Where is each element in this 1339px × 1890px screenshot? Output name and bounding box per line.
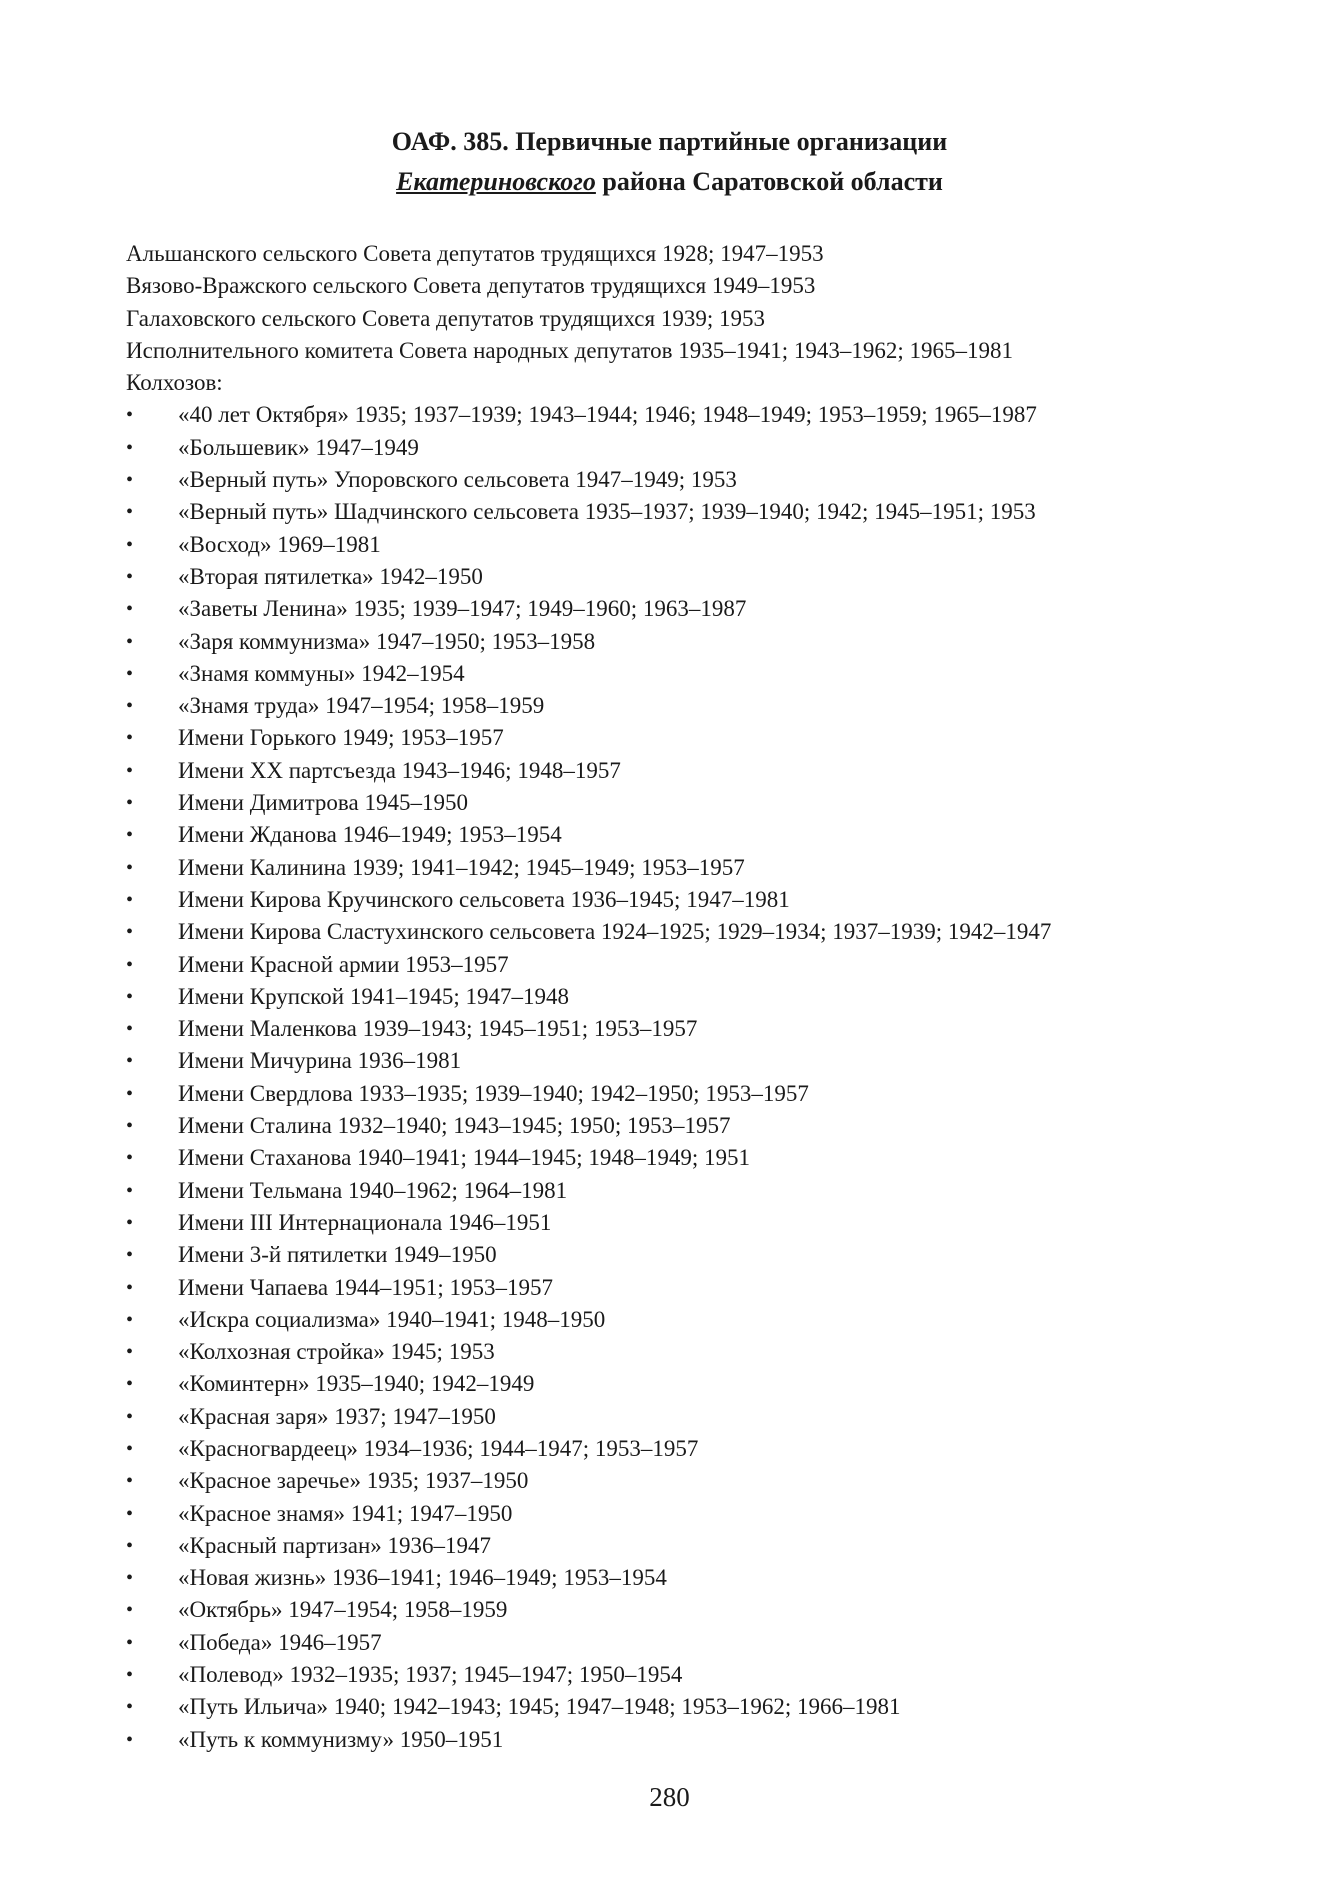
list-item-text: «Путь к коммунизму» 1950–1951 — [178, 1726, 504, 1752]
bullet-icon: • — [126, 662, 134, 685]
list-item-text: «Большевик» 1947–1949 — [178, 434, 419, 460]
list-item-text: Имени 3-й пятилетки 1949–1950 — [178, 1242, 497, 1268]
bullet-icon: • — [126, 469, 134, 492]
title-line-1: ОАФ. 385. Первичные партийные организации — [391, 127, 948, 156]
page-number: 280 — [649, 1782, 690, 1812]
bullet-icon: • — [126, 1534, 134, 1557]
list-item-text: «Октябрь» 1947–1954; 1958–1959 — [178, 1597, 508, 1623]
list-item-text: «Знамя коммуны» 1942–1954 — [178, 660, 465, 686]
list-item-text: «Вторая пятилетка» 1942–1950 — [178, 563, 483, 589]
list-item-text: «Победа» 1946–1957 — [178, 1629, 382, 1655]
list-item-text: Имени Свердлова 1933–1935; 1939–1940; 1942–1950; 1953–1957 — [178, 1080, 809, 1106]
list-item-text: «Колхозная стройка» 1945; 1953 — [178, 1339, 495, 1365]
bullet-icon: • — [126, 921, 134, 944]
list-item-text: «Путь Ильича» 1940; 1942–1943; 1945; 1947–1948; 1953–1962; 1966–1981 — [178, 1694, 901, 1720]
list-item — [126, 819, 1246, 851]
list-item-text: «Новая жизнь» 1936–1941; 1946–1949; 1953–1954 — [178, 1565, 667, 1591]
list-item-text: «Знамя труда» 1947–1954; 1958–1959 — [178, 693, 545, 719]
list-item — [126, 949, 1246, 981]
list-item-text: Имени XX партсъезда 1943–1946; 1948–1957 — [178, 757, 621, 783]
list-item — [126, 1304, 1246, 1336]
list-item-text: Имени Маленкова 1939–1943; 1945–1951; 1953–1957 — [178, 1016, 698, 1042]
bullet-icon: • — [126, 888, 134, 911]
bullet-icon: • — [126, 953, 134, 976]
bullet-icon: • — [126, 1147, 134, 1170]
list-item-text: «Искра социализма» 1940–1941; 1948–1950 — [178, 1306, 606, 1332]
title-line-2 — [0, 162, 1339, 202]
intro-lines — [126, 238, 1246, 399]
list-item — [126, 1078, 1246, 1110]
bullet-icon: • — [126, 1599, 134, 1622]
list-item-text: «Красная заря» 1937; 1947–1950 — [178, 1403, 496, 1429]
list-item-text: «Верный путь» Упоровского сельсовета 1947–1949; 1953 — [178, 467, 737, 493]
bullet-icon: • — [126, 1728, 134, 1751]
bullet-icon: • — [126, 792, 134, 815]
bullet-icon: • — [126, 695, 134, 718]
bullet-icon: • — [126, 1631, 134, 1654]
list-item-text: Имени Чапаева 1944–1951; 1953–1957 — [178, 1274, 553, 1300]
list-item-text: Имени Калинина 1939; 1941–1942; 1945–1949; 1953–1957 — [178, 854, 745, 880]
list-item — [126, 690, 1246, 722]
list-item-text: «Верный путь» Шадчинского сельсовета 1935–1937; 1939–1940; 1942; 1945–1951; 1953 — [178, 499, 1036, 525]
bullet-icon: • — [126, 598, 134, 621]
bullet-icon: • — [126, 1276, 134, 1299]
list-item — [126, 852, 1246, 884]
list-item — [126, 593, 1246, 625]
list-item — [126, 1013, 1246, 1045]
list-item — [126, 1110, 1246, 1142]
bullet-icon: • — [126, 1179, 134, 1202]
bullet-icon: • — [126, 1050, 134, 1073]
list-item — [126, 884, 1246, 916]
bullet-icon: • — [126, 1082, 134, 1105]
bullet-icon: • — [126, 727, 134, 750]
list-item — [126, 464, 1246, 496]
list-item — [126, 496, 1246, 528]
list-item — [126, 722, 1246, 754]
intro-line: Исполнительного комитета Совета народных депутатов 1935–1941; 1943–1962; 1965–1981 — [126, 337, 1013, 363]
list-item — [126, 1627, 1246, 1659]
bullet-icon: • — [126, 1018, 134, 1041]
list-item-text: «Полевод» 1932–1935; 1937; 1945–1947; 1950–1954 — [178, 1662, 683, 1688]
list-item — [126, 916, 1246, 948]
list-item — [126, 1562, 1246, 1594]
list-item — [126, 1433, 1246, 1465]
intro-line: Галаховского сельского Совета депутатов трудящихся 1939; 1953 — [126, 305, 765, 331]
list-item — [126, 1045, 1246, 1077]
bullet-icon: • — [126, 1470, 134, 1493]
list-item-text: «Красное заречье» 1935; 1937–1950 — [178, 1468, 529, 1494]
list-item-text: Имени Сталина 1932–1940; 1943–1945; 1950; 1953–1957 — [178, 1113, 731, 1139]
list-item-text: Имени Горького 1949; 1953–1957 — [178, 725, 504, 751]
bullet-icon: • — [126, 1567, 134, 1590]
list-item-text: «Восход» 1969–1981 — [178, 531, 381, 557]
list-item — [126, 1465, 1246, 1497]
bullet-icon: • — [126, 1308, 134, 1331]
list-item — [126, 529, 1246, 561]
list-item — [126, 399, 1246, 431]
bullet-icon: • — [126, 565, 134, 588]
bullet-icon: • — [126, 824, 134, 847]
intro-line: Колхозов: — [126, 370, 223, 396]
list-item-text: Имени Крупской 1941–1945; 1947–1948 — [178, 983, 569, 1009]
list-item — [126, 1272, 1246, 1304]
kolkhoz-list — [126, 399, 1246, 1755]
bullet-icon: • — [126, 856, 134, 879]
list-item — [126, 755, 1246, 787]
bullet-icon: • — [126, 1115, 134, 1138]
page-title — [0, 122, 1339, 202]
intro-line: Альшанского сельского Совета депутатов трудящихся 1928; 1947–1953 — [126, 241, 824, 266]
list-item-text: Имени Жданова 1946–1949; 1953–1954 — [178, 822, 562, 848]
list-item-text: «Красный партизан» 1936–1947 — [178, 1532, 492, 1558]
list-item — [126, 1530, 1246, 1562]
list-item-text: «Заветы Ленина» 1935; 1939–1947; 1949–1960; 1963–1987 — [178, 596, 747, 622]
list-item — [126, 1175, 1246, 1207]
list-item — [126, 1142, 1246, 1174]
bullet-icon: • — [126, 630, 134, 653]
list-item-text: «Красногвардеец» 1934–1936; 1944–1947; 1953–1957 — [178, 1435, 699, 1461]
bullet-icon: • — [126, 1244, 134, 1267]
list-item — [126, 1239, 1246, 1271]
bullet-icon: • — [126, 404, 134, 427]
bullet-icon: • — [126, 1341, 134, 1364]
list-item — [126, 1724, 1246, 1756]
list-item — [126, 1368, 1246, 1400]
bullet-icon: • — [126, 1437, 134, 1460]
bullet-icon: • — [126, 1664, 134, 1687]
list-item-text: Имени Кирова Кручинского сельсовета 1936–1945; 1947–1981 — [178, 886, 790, 912]
document-body — [126, 238, 1246, 1756]
list-item-text: Имени III Интернационала 1946–1951 — [178, 1209, 552, 1235]
list-item — [126, 1498, 1246, 1530]
list-item-text: «Красное знамя» 1941; 1947–1950 — [178, 1500, 513, 1526]
list-item — [126, 1401, 1246, 1433]
bullet-icon: • — [126, 1696, 134, 1719]
bullet-icon: • — [126, 1373, 134, 1396]
list-item — [126, 981, 1246, 1013]
title-district-name: Екатериновского — [396, 167, 596, 196]
list-item-text: Имени Мичурина 1936–1981 — [178, 1048, 462, 1074]
bullet-icon: • — [126, 1405, 134, 1428]
bullet-icon: • — [126, 436, 134, 459]
bullet-icon: • — [126, 759, 134, 782]
list-item — [126, 787, 1246, 819]
bullet-icon: • — [126, 501, 134, 524]
list-item-text: «40 лет Октября» 1935; 1937–1939; 1943–1944; 1946; 1948–1949; 1953–1959; 1965–1987 — [178, 402, 1037, 428]
list-item-text: Имени Тельмана 1940–1962; 1964–1981 — [178, 1177, 568, 1203]
list-item-text: Имени Стаханова 1940–1941; 1944–1945; 1948–1949; 1951 — [178, 1145, 750, 1171]
list-item — [126, 1691, 1246, 1723]
list-item — [126, 1594, 1246, 1626]
bullet-icon: • — [126, 533, 134, 556]
list-item — [126, 432, 1246, 464]
list-item-text: «Заря коммунизма» 1947–1950; 1953–1958 — [178, 628, 596, 654]
list-item-text: Имени Красной армии 1953–1957 — [178, 951, 509, 977]
list-item — [126, 1336, 1246, 1368]
bullet-icon: • — [126, 1502, 134, 1525]
intro-line: Вязово-Вражского сельского Совета депутатов трудящихся 1949–1953 — [126, 273, 816, 299]
list-item — [126, 1659, 1246, 1691]
list-item — [126, 1207, 1246, 1239]
title-line-2-rest: района Саратовской области — [595, 167, 943, 196]
list-item — [126, 658, 1246, 690]
list-item-text: Имени Кирова Сластухинского сельсовета 1924–1925; 1929–1934; 1937–1939; 1942–1947 — [178, 919, 1052, 945]
list-item — [126, 626, 1246, 658]
bullet-icon: • — [126, 985, 134, 1008]
bullet-icon: • — [126, 1211, 134, 1234]
list-item-text: «Коминтерн» 1935–1940; 1942–1949 — [178, 1371, 535, 1397]
list-item — [126, 561, 1246, 593]
list-item-text: Имени Димитрова 1945–1950 — [178, 790, 468, 816]
